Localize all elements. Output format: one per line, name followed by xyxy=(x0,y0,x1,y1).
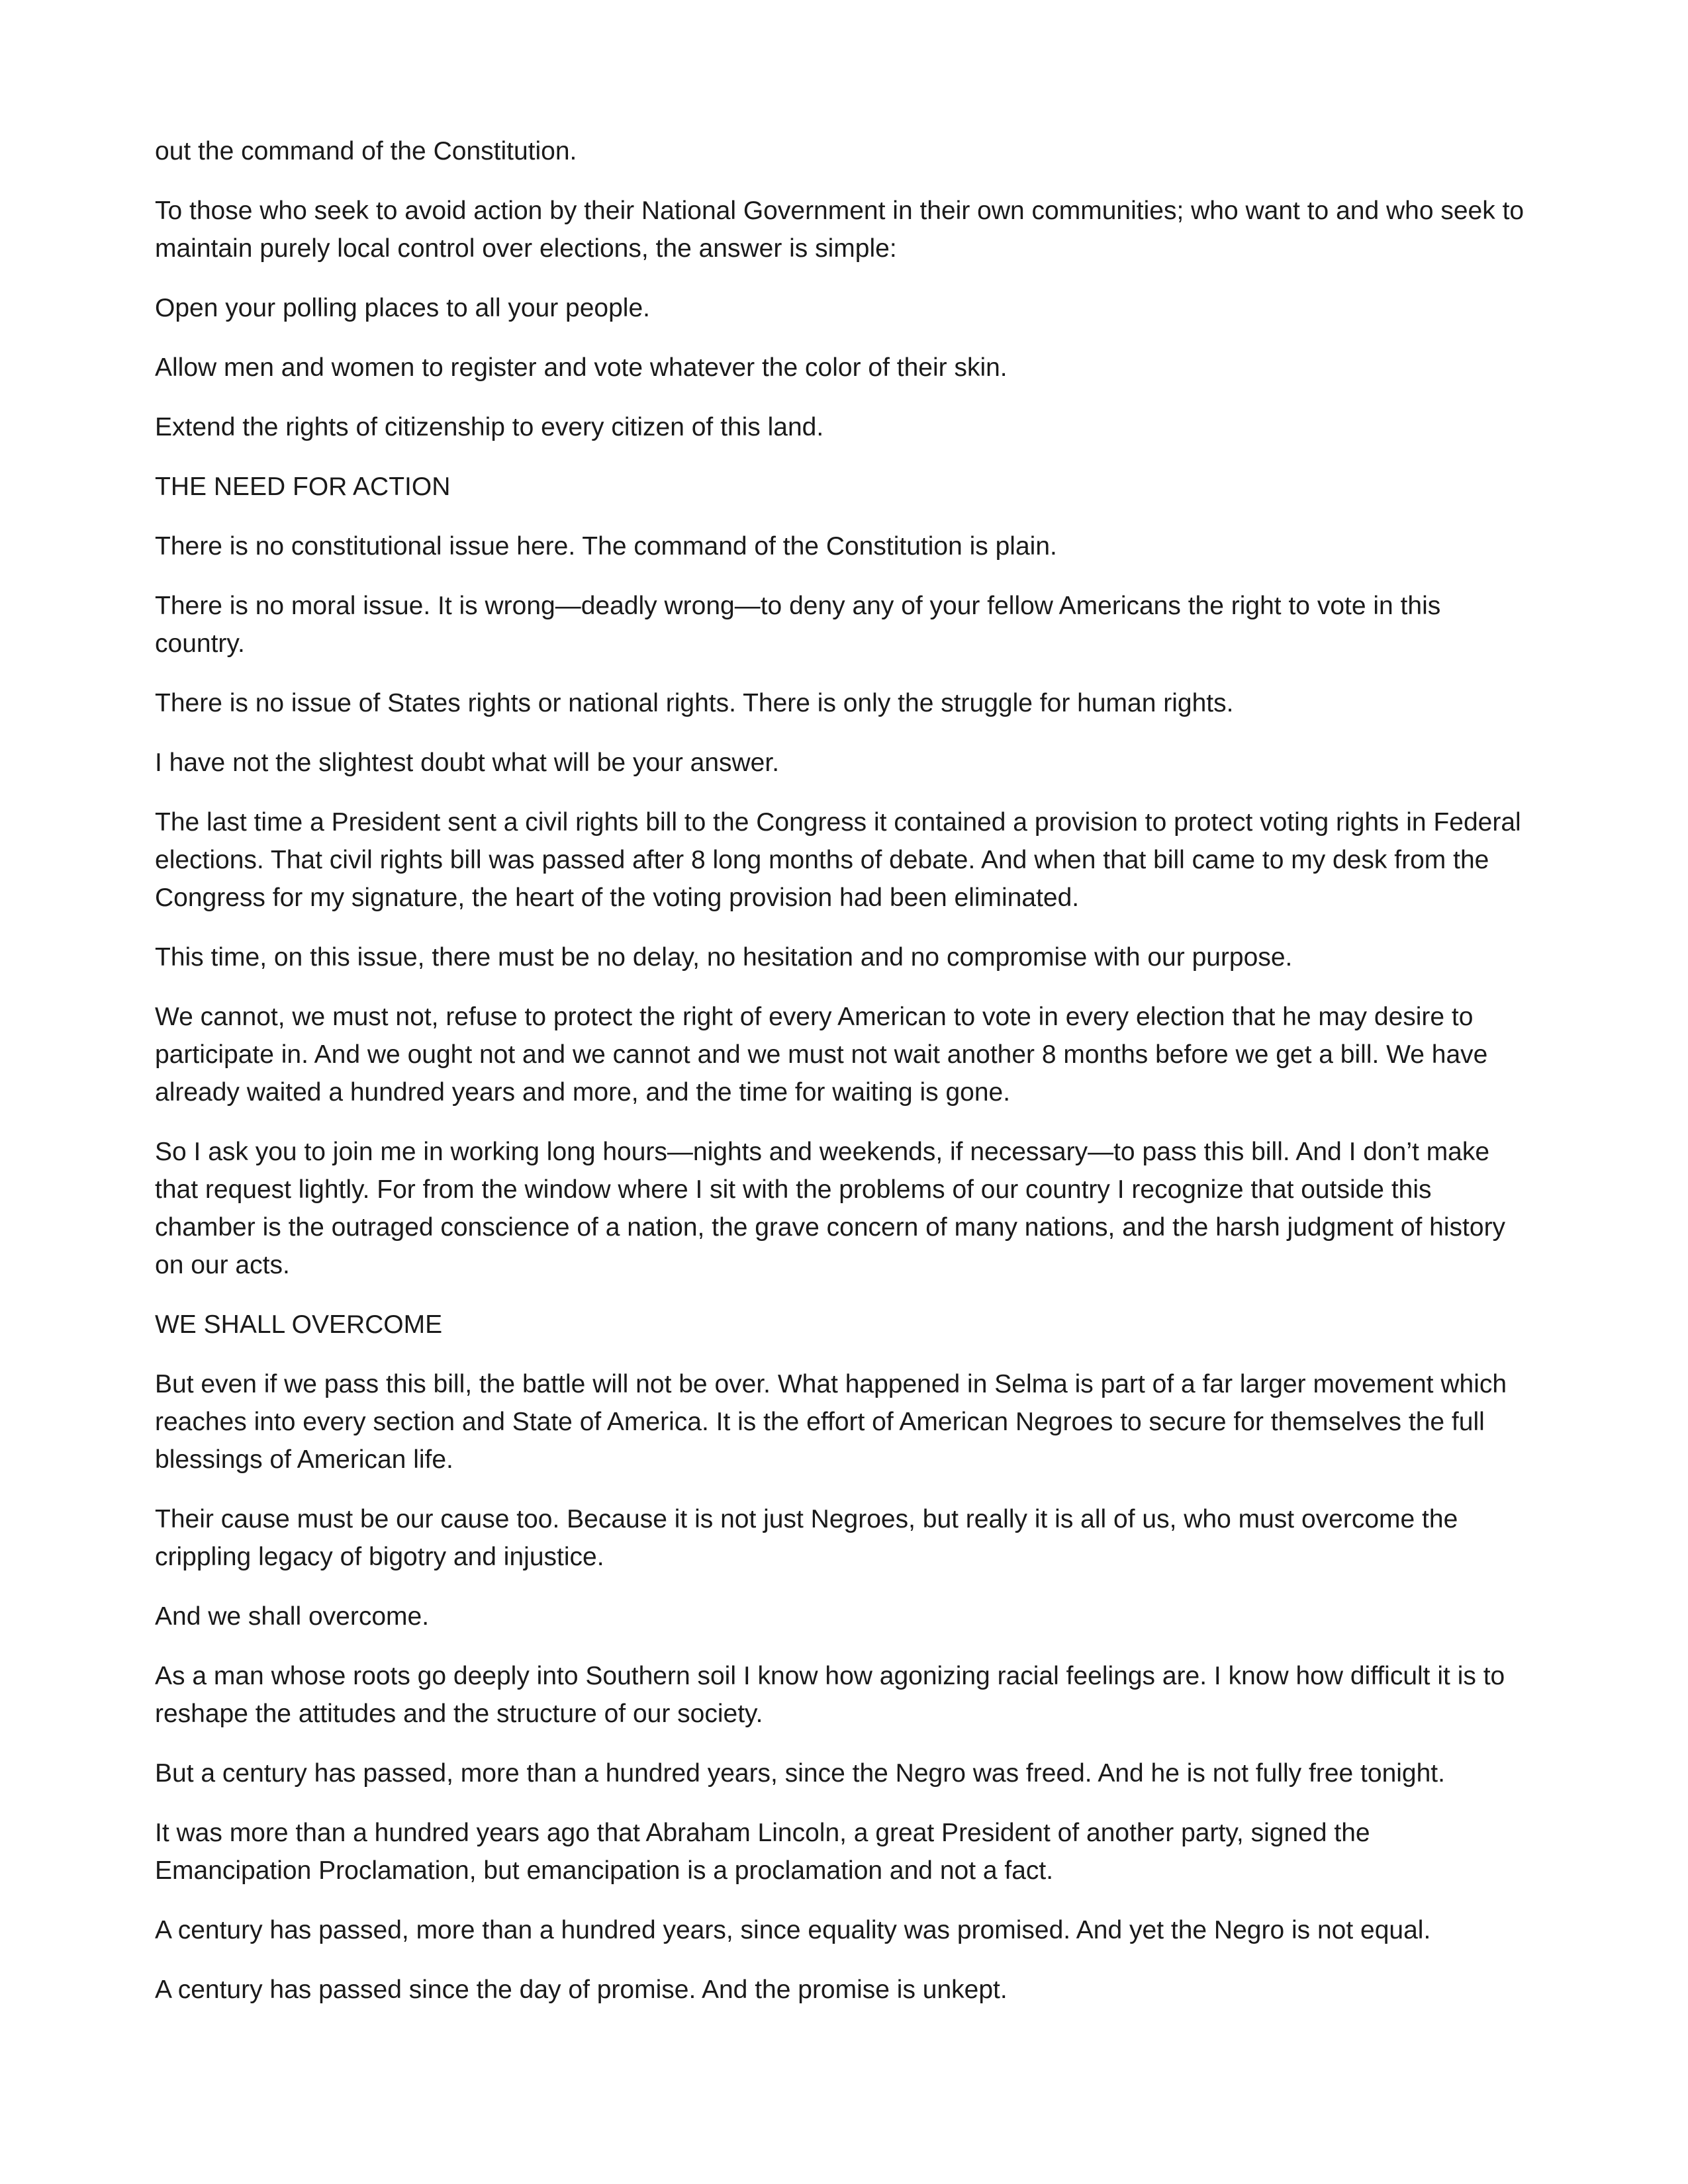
paragraph: To those who seek to avoid action by their National Government in their own communities; who want to and who seek to maintain purely local control over elections, the answer is simple: xyxy=(155,197,1524,263)
paragraph: There is no constitutional issue here. The command of the Constitution is plain. xyxy=(155,532,1057,561)
paragraph: It was more than a hundred years ago that Abraham Lincoln, a great President of another party, signed the Emancipation Proclamation, but emancipation is a proclamation and not a fact. xyxy=(155,1819,1370,1885)
paragraph: A century has passed since the day of promise. And the promise is unkept. xyxy=(155,1976,1008,2004)
paragraph: A century has passed, more than a hundred years, since equality was promised. And yet the Negro is not equal. xyxy=(155,1916,1431,1944)
paragraph: Allow men and women to register and vote whatever the color of their skin. xyxy=(155,353,1008,382)
paragraph: As a man whose roots go deeply into Southern soil I know how agonizing racial feelings are. I know how difficult it is to reshape the attitudes and the structure of our society. xyxy=(155,1662,1505,1728)
paragraph: There is no moral issue. It is wrong—deadly wrong—to deny any of your fellow Americans the right to vote in this country. xyxy=(155,592,1441,658)
section-heading: WE SHALL OVERCOME xyxy=(155,1310,443,1339)
paragraph: There is no issue of States rights or national rights. There is only the struggle for human rights. xyxy=(155,689,1234,717)
paragraph: Open your polling places to all your people. xyxy=(155,294,650,322)
paragraph: Their cause must be our cause too. Because it is not just Negroes, but really it is all of us, who must overcome the crippling legacy of bigotry and injustice. xyxy=(155,1505,1458,1571)
paragraph: I have not the slightest doubt what will be your answer. xyxy=(155,749,780,777)
paragraph: Extend the rights of citizenship to every citizen of this land. xyxy=(155,413,824,441)
document-body xyxy=(155,132,1529,2009)
paragraph: And we shall overcome. xyxy=(155,1602,430,1631)
paragraph: The last time a President sent a civil rights bill to the Congress it contained a provision to protect voting rights in Federal elections. That civil rights bill was passed after 8 long months of debate. And when that bill came to my desk from the Congress for my signature, the heart of the voting provision had been eliminated. xyxy=(155,808,1521,912)
paragraph: This time, on this issue, there must be no delay, no hesitation and no compromise with our purpose. xyxy=(155,943,1293,972)
paragraph: But even if we pass this bill, the battle will not be over. What happened in Selma is part of a far larger movement which reaches into every section and State of America. It is the effort of American Negroes to secure for themselves the full blessings of American life. xyxy=(155,1370,1507,1474)
section-heading: THE NEED FOR ACTION xyxy=(155,473,451,501)
paragraph: out the command of the Constitution. xyxy=(155,137,577,165)
paragraph: So I ask you to join me in working long hours—nights and weekends, if necessary—to pass this bill. And I don’t make that request lightly. For from the window where I sit with the problems of our country I recognize that outside this chamber is the outraged conscience of a nation, the grave concern of many nations, and the harsh judgment of history on our acts. xyxy=(155,1138,1506,1279)
paragraph: We cannot, we must not, refuse to protect the right of every American to vote in every election that he may desire to participate in. And we ought not and we cannot and we must not wait another 8 months before we get a bill. We have already waited a hundred years and more, and the time for waiting is gone. xyxy=(155,1003,1488,1107)
paragraph: But a century has passed, more than a hundred years, since the Negro was freed. And he is not fully free tonight. xyxy=(155,1759,1445,1788)
